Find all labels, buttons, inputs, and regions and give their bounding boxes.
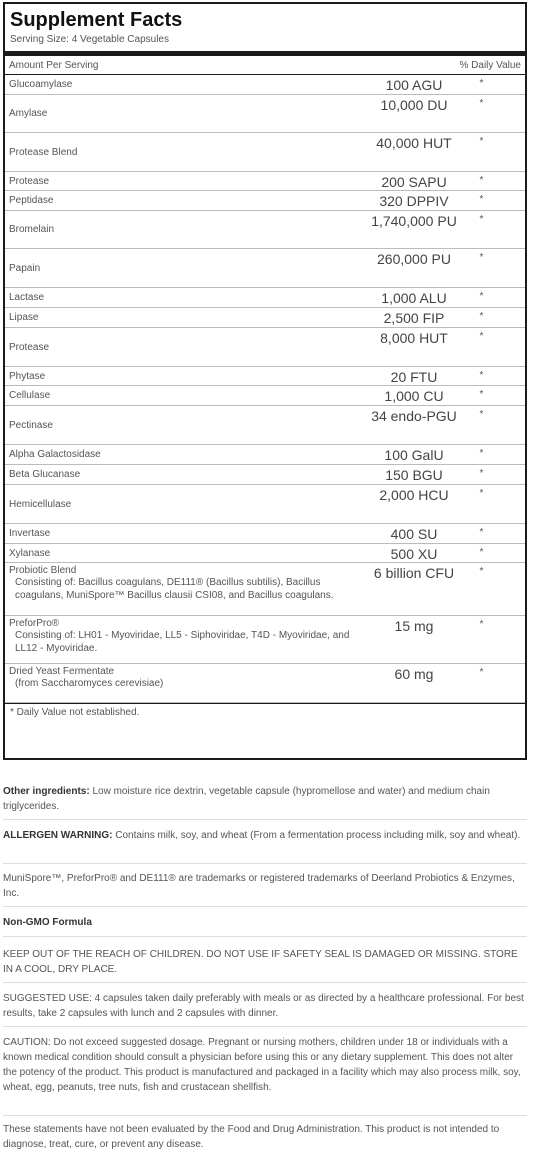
- nutrient-name: Dried Yeast Fermentate: [9, 666, 115, 677]
- nutrient-name-cell: [5, 544, 370, 562]
- other-ingredients-text: Low moisture rice dextrin, vegetable capsule (hypromellose and water) and medium chain triglycerides.: [3, 786, 490, 812]
- nutrient-daily-value: *: [479, 448, 484, 459]
- fda-disclaimer: These statements have not been evaluated by the Food and Drug Administration. This product is not intended to diagnose, treat, cure, or prevent any disease.: [3, 1124, 500, 1150]
- nutrient-daily-value: *: [479, 331, 484, 342]
- nutrient-row: [5, 211, 525, 249]
- nutrient-row: [5, 616, 525, 664]
- nutrient-name: PreforPro®: [9, 618, 60, 629]
- divider: [3, 936, 527, 937]
- nutrient-name: Papain: [9, 262, 41, 274]
- nutrient-sub-description: Consisting of: Bacillus coagulans, DE111® (Bacillus subtilis), Bacillus coagulans, MuniSpore™ Bacillus clausii CSI08, and Bacillus coagulans.: [15, 577, 334, 601]
- nutrient-rows: [5, 75, 525, 703]
- nutrient-amount: 6 billion CFU: [373, 565, 455, 581]
- nutrient-daily-value: *: [479, 136, 484, 147]
- nutrient-row: [5, 524, 525, 544]
- nutrient-sub-description: (from Saccharomyces cerevisiae): [15, 678, 164, 689]
- nutrient-row: [5, 563, 525, 616]
- nutrient-name-cell: [5, 563, 370, 615]
- nutrient-daily-value: *: [479, 214, 484, 225]
- nutrient-amount: 2,000 HCU: [379, 487, 449, 503]
- nutrient-row: [5, 249, 525, 288]
- nutrient-amount: 1,000 CU: [384, 388, 444, 404]
- nutrient-name-cell: [5, 288, 370, 307]
- nutrient-row: [5, 445, 525, 465]
- nutrient-daily-value: *: [479, 291, 484, 302]
- nutrient-name-cell: [5, 211, 370, 248]
- non-gmo: [3, 915, 527, 930]
- nutrient-name-cell: [5, 524, 370, 543]
- nutrient-daily-value: *: [479, 409, 484, 420]
- nutrient-amount: 8,000 HUT: [380, 330, 448, 346]
- footnote: * Daily Value not established.: [5, 703, 525, 721]
- nutrient-amount: 400 SU: [390, 526, 438, 542]
- nutrient-name-cell: [5, 386, 370, 405]
- nutrient-row: [5, 95, 525, 133]
- nutrient-name-cell: [5, 95, 370, 132]
- nutrient-row: [5, 465, 525, 485]
- nutrient-amount: 15 mg: [394, 618, 434, 634]
- nutrient-row: [5, 367, 525, 386]
- nutrient-name-cell: [5, 367, 370, 385]
- nutrient-name: Protease: [9, 175, 50, 187]
- other-ingredients-label: Other ingredients:: [3, 786, 90, 797]
- nutrient-row: [5, 75, 525, 95]
- nutrient-row: [5, 308, 525, 328]
- nutrient-row: [5, 328, 525, 367]
- panel-title: Supplement Facts: [10, 9, 183, 31]
- nutrient-name: Amylase: [9, 108, 48, 119]
- nutrient-daily-value: *: [479, 175, 484, 186]
- nutrient-name: Beta Glucanase: [9, 469, 81, 480]
- nutrient-name-cell: [5, 308, 370, 327]
- nutrient-daily-value: *: [479, 667, 484, 678]
- nutrient-sub-description: Consisting of: LH01 - Myoviridae, LL5 - Siphoviridae, T4D - Myoviridae, and LL12 - Myoviridae.: [15, 630, 350, 654]
- nutrient-name: Pectinase: [9, 419, 53, 431]
- nutrient-amount: 40,000 HUT: [376, 135, 452, 151]
- nutrient-row: [5, 172, 525, 191]
- nutrient-name: Lipase: [9, 312, 39, 323]
- divider: [3, 906, 527, 907]
- nutrient-name-cell: [5, 664, 370, 702]
- divider: [3, 1026, 527, 1027]
- nutrient-amount: 34 endo-PGU: [371, 408, 457, 424]
- divider: [3, 1115, 527, 1116]
- nutrient-name: Xylanase: [9, 547, 51, 559]
- divider: [3, 982, 527, 983]
- supplement-facts-panel: [3, 2, 527, 760]
- suggested-use: SUGGESTED USE: 4 capsules taken daily preferably with meals or as directed by a healthcare professional. For best results, take 2 capsules with lunch and 2 capsules with dinner.: [3, 993, 524, 1019]
- nutrient-daily-value: *: [479, 98, 484, 109]
- nutrient-name: Alpha Galactosidase: [9, 449, 101, 460]
- caution: CAUTION: Do not exceed suggested dosage. Pregnant or nursing mothers, children under 18 or individuals with a known medical condition should consult a physician before using this or any dietary supplement. This does not alter the potency of the product. This product is manufactured and packaged in a facility which may also process milk, soy, wheat, egg, peanuts, tree nuts, fish and crustacean shellfish.: [3, 1037, 521, 1093]
- nutrient-name: Glucoamylase: [9, 79, 73, 90]
- nutrient-amount: 10,000 DU: [380, 97, 448, 113]
- nutrient-daily-value: *: [479, 566, 484, 577]
- nutrient-name-cell: [5, 191, 370, 210]
- nutrient-amount: 100 AGU: [385, 77, 443, 93]
- nutrient-name-cell: [5, 133, 370, 171]
- divider: [3, 863, 527, 864]
- nutrient-name: Cellulase: [9, 390, 51, 401]
- nutrient-name: Phytase: [9, 370, 46, 382]
- daily-value-label: % Daily Value: [459, 59, 521, 71]
- nutrient-daily-value: *: [479, 547, 484, 558]
- nutrient-daily-value: *: [479, 252, 484, 263]
- nutrient-name-cell: [5, 172, 370, 190]
- nutrient-name: Protease: [9, 341, 50, 353]
- nutrient-row: [5, 288, 525, 308]
- allergen-warning: [3, 828, 527, 843]
- amount-per-serving-label: Amount Per Serving: [9, 59, 99, 71]
- nutrient-daily-value: *: [479, 194, 484, 205]
- nutrient-amount: 260,000 PU: [377, 251, 451, 267]
- nutrient-daily-value: *: [479, 527, 484, 538]
- nutrient-name-cell: [5, 75, 370, 94]
- nutrient-name: Hemicellulase: [9, 498, 72, 510]
- nutrient-daily-value: *: [479, 370, 484, 381]
- keep-out-warning: KEEP OUT OF THE REACH OF CHILDREN. DO NOT USE IF SAFETY SEAL IS DAMAGED OR MISSING. STORE IN A COOL, DRY PLACE.: [3, 949, 518, 975]
- nutrient-amount: 200 SAPU: [381, 174, 447, 190]
- nutrient-name-cell: [5, 249, 370, 287]
- nutrient-row: [5, 406, 525, 445]
- nutrient-daily-value: *: [479, 78, 484, 89]
- nutrient-name-cell: [5, 485, 370, 523]
- nutrient-name-cell: [5, 445, 370, 464]
- nutrient-name: Lactase: [9, 292, 45, 303]
- nutrient-row: [5, 133, 525, 172]
- other-ingredients: [3, 784, 527, 814]
- divider: [3, 819, 527, 820]
- nutrient-row: [5, 544, 525, 563]
- nutrient-amount: 60 mg: [394, 666, 434, 682]
- nutrient-name-cell: [5, 465, 370, 484]
- nutrient-name: Peptidase: [9, 195, 54, 206]
- nutrient-name-cell: [5, 406, 370, 444]
- nutrient-amount: 500 XU: [390, 546, 438, 562]
- nutrient-amount: 20 FTU: [390, 369, 438, 385]
- nutrient-amount: 150 BGU: [385, 467, 443, 483]
- nutrient-row: [5, 664, 525, 703]
- nutrient-daily-value: *: [479, 311, 484, 322]
- nutrient-row: [5, 485, 525, 524]
- nutrient-name-cell: [5, 616, 370, 663]
- nutrient-name: Bromelain: [9, 224, 55, 235]
- trademarks: MuniSpore™, PreforPro® and DE111® are trademarks or registered trademarks of Deerland Probiotics & Enzymes, Inc.: [3, 873, 515, 899]
- nutrient-amount: 2,500 FIP: [383, 310, 445, 326]
- nutrient-daily-value: *: [479, 468, 484, 479]
- non-gmo-label: Non-GMO Formula: [3, 917, 92, 928]
- column-header: [5, 56, 525, 75]
- nutrient-name: Protease Blend: [9, 146, 78, 158]
- nutrient-name: Invertase: [9, 528, 51, 539]
- nutrient-name-cell: [5, 328, 370, 366]
- nutrient-row: [5, 191, 525, 211]
- allergen-label: ALLERGEN WARNING:: [3, 830, 113, 841]
- nutrient-daily-value: *: [479, 389, 484, 400]
- nutrient-row: [5, 386, 525, 406]
- nutrient-name: Probiotic Blend: [9, 565, 77, 576]
- nutrient-daily-value: *: [479, 488, 484, 499]
- allergen-text: Contains milk, soy, and wheat (From a fermentation process including milk, soy and wheat).: [112, 830, 521, 841]
- nutrient-amount: 100 GalU: [384, 447, 444, 463]
- nutrient-amount: 320 DPPIV: [379, 193, 449, 209]
- nutrient-daily-value: *: [479, 619, 484, 630]
- serving-size: Serving Size: 4 Vegetable Capsules: [10, 34, 169, 45]
- nutrient-amount: 1,740,000 PU: [371, 213, 457, 229]
- nutrient-amount: 1,000 ALU: [381, 290, 447, 306]
